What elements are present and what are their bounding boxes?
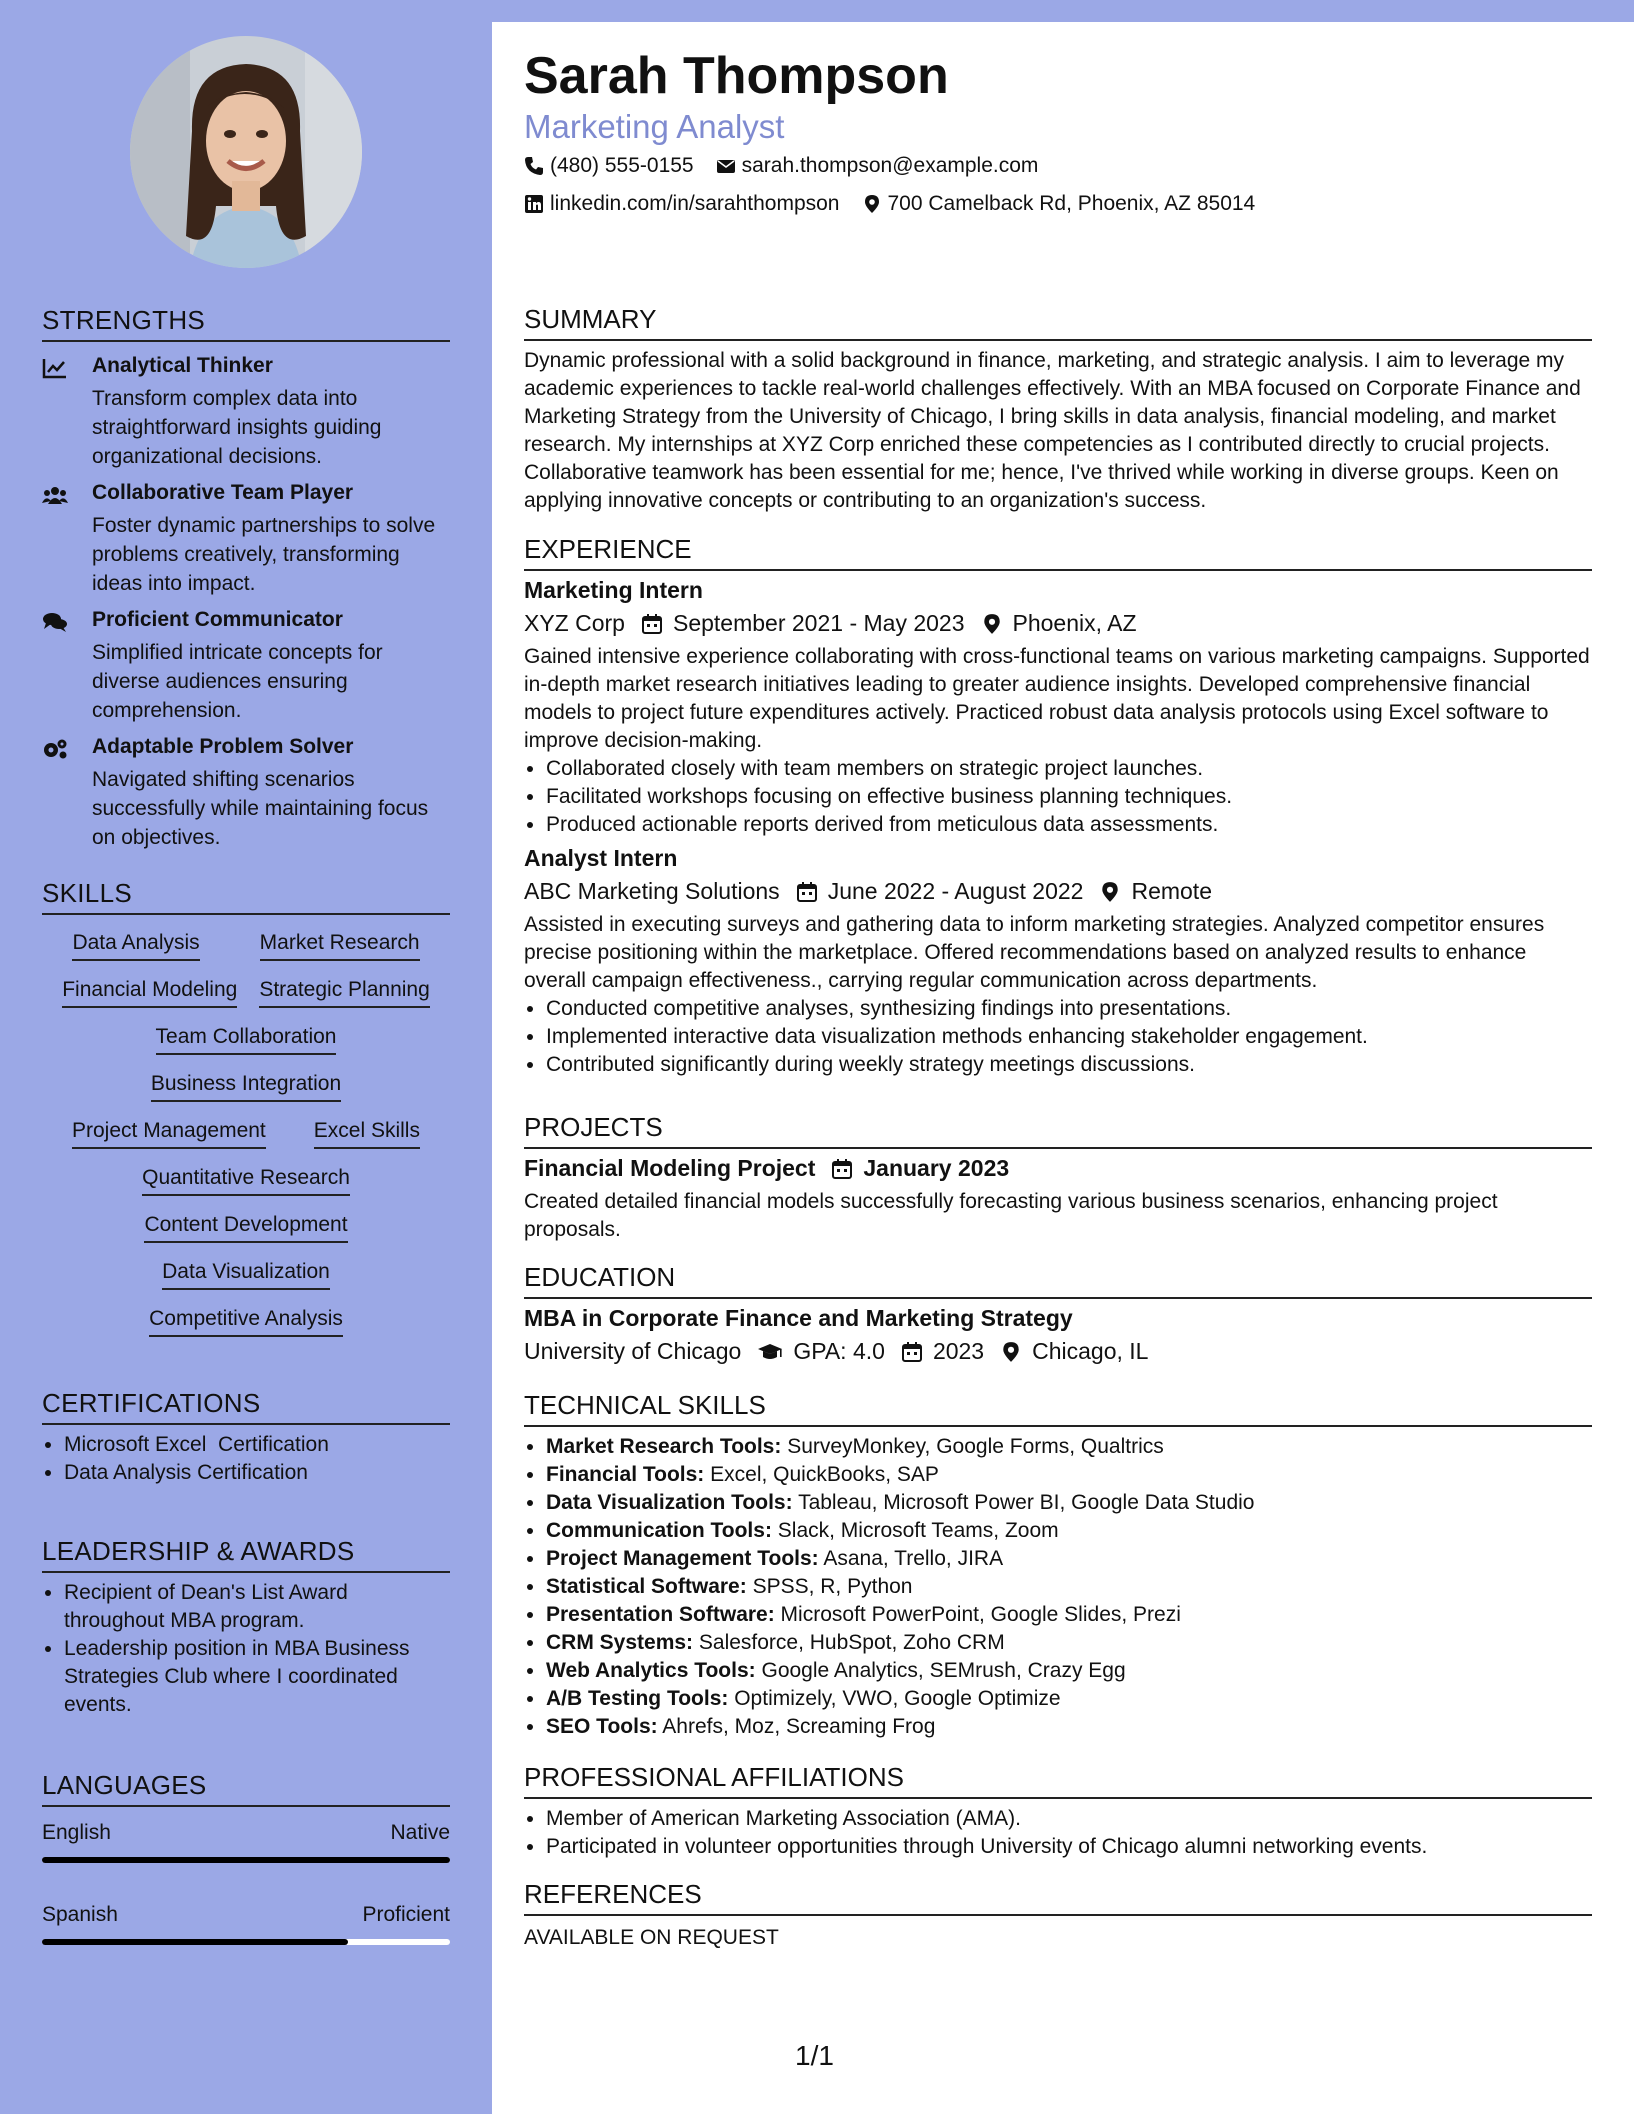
list-item	[546, 1461, 1592, 1489]
skill-label: CRM Systems:	[546, 1631, 694, 1654]
list-item	[546, 1657, 1592, 1685]
list-item	[546, 1685, 1592, 1713]
awards-heading: LEADERSHIP & AWARDS	[42, 1536, 450, 1573]
strength-title: Collaborative Team Player	[92, 481, 354, 504]
projects-heading: PROJECTS	[524, 1112, 1592, 1149]
list-item: • Implemented interactive data visualization methods enhancing stakeholder engagement.	[546, 1023, 1592, 1051]
skill-label: Communication Tools:	[546, 1519, 772, 1542]
language-bar	[42, 1939, 450, 1945]
candidate-name: Sarah Thompson	[524, 47, 949, 105]
projects-section	[524, 1112, 1592, 1244]
calendar-icon	[901, 1341, 923, 1363]
skill-value: Ahrefs, Moz, Screaming Frog	[657, 1715, 936, 1738]
skills-heading: SKILLS	[42, 878, 450, 915]
list-item	[546, 1601, 1592, 1629]
list-item: • Member of American Marketing Association (AMA).	[546, 1805, 1592, 1833]
skill-tag: Project Management	[72, 1119, 266, 1149]
skills-section	[42, 878, 450, 1354]
skill-row	[42, 1307, 450, 1337]
comments-icon	[42, 611, 68, 633]
list-item	[546, 1517, 1592, 1545]
skill-label: Project Management Tools:	[546, 1547, 819, 1570]
language-row	[42, 1903, 450, 1927]
summary-heading: SUMMARY	[524, 304, 1592, 341]
gpa: GPA: 4.0	[793, 1338, 885, 1364]
skill-value: Slack, Microsoft Teams, Zoom	[771, 1519, 1059, 1542]
skill-row	[42, 931, 450, 961]
gears-icon	[42, 738, 68, 760]
list-item	[546, 1713, 1592, 1741]
school-location: Chicago, IL	[1032, 1338, 1149, 1364]
sidebar	[0, 0, 492, 2114]
strengths-section	[42, 305, 450, 862]
degree-title: MBA in Corporate Finance and Marketing Strategy	[524, 1305, 1073, 1331]
skill-tag: Strategic Planning	[259, 978, 429, 1008]
calendar-icon	[831, 1158, 853, 1180]
language-bar-fill	[42, 1857, 450, 1863]
list-item	[546, 1489, 1592, 1517]
project-description: Created detailed financial models successfully forecasting various business scenarios, enhancing project proposals.	[524, 1190, 1498, 1241]
skill-value: Microsoft PowerPoint, Google Slides, Prezi	[774, 1603, 1181, 1626]
skill-label: SEO Tools:	[546, 1715, 658, 1738]
users-icon	[42, 484, 68, 506]
main-content	[492, 22, 1634, 2114]
linkedin-icon	[524, 194, 544, 214]
skill-tag: Data Visualization	[162, 1260, 330, 1290]
list-item: • Produced actionable reports derived from meticulous data assessments.	[546, 811, 1592, 839]
skill-value: Salesforce, HubSpot, Zoho CRM	[693, 1631, 1005, 1654]
school-name: University of Chicago	[524, 1338, 742, 1364]
skill-label: A/B Testing Tools:	[546, 1687, 729, 1710]
language-row	[42, 1821, 450, 1845]
chart-line-icon	[42, 357, 68, 379]
skill-row	[42, 1213, 450, 1243]
references-section	[524, 1879, 1592, 1952]
skill-value: Optimizely, VWO, Google Optimize	[728, 1687, 1061, 1710]
job-dates: June 2022 - August 2022	[827, 878, 1084, 904]
skill-row	[42, 1025, 450, 1055]
email-icon	[716, 156, 736, 176]
phone-text: (480) 555-0155	[550, 154, 694, 177]
references-heading: REFERENCES	[524, 1879, 1592, 1916]
certifications-section	[42, 1388, 450, 1487]
skill-value: Tableau, Microsoft Power BI, Google Data Studio	[792, 1491, 1255, 1514]
education-heading: EDUCATION	[524, 1262, 1592, 1299]
project-title: Financial Modeling Project	[524, 1155, 816, 1181]
language-bar-fill	[42, 1939, 348, 1945]
language-name: English	[42, 1821, 111, 1844]
linkedin-text[interactable]: linkedin.com/in/sarahthompson	[550, 192, 840, 215]
map-marker-icon	[1099, 881, 1121, 903]
list-item: • Recipient of Dean's List Award throughout MBA program.	[64, 1579, 450, 1635]
list-item: • Leadership position in MBA Business Strategies Club where I coordinated events.	[64, 1635, 450, 1719]
strength-desc: Simplified intricate concepts for diverse audiences ensuring comprehension.	[92, 641, 383, 722]
skill-value: Asana, Trello, JIRA	[818, 1547, 1004, 1570]
job-entry	[524, 845, 1592, 1079]
skill-row	[42, 1260, 450, 1290]
references-text: AVAILABLE ON REQUEST	[524, 1926, 779, 1949]
certifications-heading: CERTIFICATIONS	[42, 1388, 450, 1425]
job-location: Phoenix, AZ	[1012, 610, 1137, 636]
technical-skills-heading: TECHNICAL SKILLS	[524, 1390, 1592, 1427]
strength-desc: Transform complex data into straightforward insights guiding organizational decisions.	[92, 387, 382, 468]
skill-tag: Excel Skills	[314, 1119, 420, 1149]
phone-icon	[524, 156, 544, 176]
languages-heading: LANGUAGES	[42, 1770, 450, 1807]
job-title: Marketing Intern	[524, 577, 703, 603]
strength-desc: Foster dynamic partnerships to solve problems creatively, transforming ideas into impact.	[92, 514, 436, 595]
strength-desc: Navigated shifting scenarios successfully while maintaining focus on objectives.	[92, 768, 429, 849]
company-name: XYZ Corp	[524, 610, 625, 636]
skill-value: SPSS, R, Python	[746, 1575, 913, 1598]
strength-item	[42, 481, 450, 598]
skill-value: SurveyMonkey, Google Forms, Qualtrics	[781, 1435, 1164, 1458]
list-item: • Contributed significantly during weekly strategy meetings discussions.	[546, 1051, 1592, 1079]
calendar-icon	[796, 881, 818, 903]
skill-tag: Content Development	[144, 1213, 347, 1243]
page-indicator: 1/1	[795, 2040, 834, 2071]
language-level: Proficient	[362, 1903, 450, 1926]
skill-tag: Quantitative Research	[142, 1166, 350, 1196]
map-marker-icon	[981, 613, 1003, 635]
list-item: • Participated in volunteer opportunities through University of Chicago alumni networking events.	[546, 1833, 1592, 1861]
candidate-role: Marketing Analyst	[524, 108, 785, 145]
language-level: Native	[390, 1821, 450, 1844]
job-description: Assisted in executing surveys and gathering data to inform marketing strategies. Analyzed competitor ensures precise positioning within the marketplace. Offered recommendations based on analyzed results to enhance overall campaign effectiveness., carrying regular communication across departments.	[524, 913, 1545, 992]
language-name: Spanish	[42, 1903, 118, 1926]
skill-label: Financial Tools:	[546, 1463, 705, 1486]
skill-label: Statistical Software:	[546, 1575, 747, 1598]
technical-skills-section	[524, 1390, 1592, 1741]
experience-heading: EXPERIENCE	[524, 534, 1592, 571]
list-item: • Microsoft Excel Certification	[64, 1431, 450, 1459]
skill-tag: Market Research	[260, 931, 420, 961]
strength-item	[42, 354, 450, 471]
strength-item	[42, 735, 450, 852]
company-name: ABC Marketing Solutions	[524, 878, 780, 904]
skill-label: Data Visualization Tools:	[546, 1491, 793, 1514]
job-description: Gained intensive experience collaborating with cross-functional teams on various marketing campaigns. Supported in-depth market research initiatives leading to greater audience insights. Developed comprehensive financial models to project future expenditures actively. Practiced robust data analysis protocols using Excel software to improve decision-making.	[524, 645, 1590, 752]
graduation-year: 2023	[932, 1338, 985, 1364]
list-item: • Facilitated workshops focusing on effective business planning techniques.	[546, 783, 1592, 811]
strength-title: Proficient Communicator	[92, 608, 343, 631]
address-text: 700 Camelback Rd, Phoenix, AZ 85014	[887, 192, 1256, 215]
education-section	[524, 1262, 1592, 1371]
skill-label: Presentation Software:	[546, 1603, 775, 1626]
contact-row	[524, 192, 1255, 216]
strength-title: Analytical Thinker	[92, 354, 273, 377]
skill-tag: Competitive Analysis	[149, 1307, 343, 1337]
graduation-cap-icon	[757, 1341, 783, 1363]
affiliations-heading: PROFESSIONAL AFFILIATIONS	[524, 1762, 1592, 1799]
skill-value: Google Analytics, SEMrush, Crazy Egg	[755, 1659, 1126, 1682]
map-marker-icon	[862, 194, 882, 214]
skill-tag: Data Analysis	[72, 931, 199, 961]
skill-row	[42, 978, 450, 1008]
contact-row	[524, 154, 1038, 178]
skill-tag: Financial Modeling	[62, 978, 237, 1008]
list-item	[546, 1573, 1592, 1601]
job-dates: September 2021 - May 2023	[672, 610, 965, 636]
map-marker-icon	[1000, 1341, 1022, 1363]
language-bar	[42, 1857, 450, 1863]
list-item: • Data Analysis Certification	[64, 1459, 450, 1487]
summary-section	[524, 304, 1592, 515]
experience-section	[524, 534, 1592, 1079]
skill-label: Web Analytics Tools:	[546, 1659, 756, 1682]
strengths-heading: STRENGTHS	[42, 305, 450, 342]
list-item	[546, 1545, 1592, 1573]
project-date: January 2023	[863, 1155, 1010, 1181]
list-item	[546, 1433, 1592, 1461]
list-item: • Collaborated closely with team members on strategic project launches.	[546, 755, 1592, 783]
list-item	[546, 1629, 1592, 1657]
job-title: Analyst Intern	[524, 845, 678, 871]
languages-section	[42, 1770, 450, 1945]
calendar-icon	[641, 613, 663, 635]
skill-label: Market Research Tools:	[546, 1435, 782, 1458]
profile-photo	[130, 36, 362, 268]
skill-row	[42, 1119, 450, 1149]
awards-section	[42, 1536, 450, 1719]
skill-row	[42, 1166, 450, 1196]
strength-title: Adaptable Problem Solver	[92, 735, 354, 758]
skill-value: Excel, QuickBooks, SAP	[704, 1463, 939, 1486]
email-text[interactable]: sarah.thompson@example.com	[741, 154, 1039, 177]
strength-item	[42, 608, 450, 725]
skill-tag: Team Collaboration	[156, 1025, 337, 1055]
skill-tag: Business Integration	[151, 1072, 341, 1102]
job-entry	[524, 577, 1592, 839]
summary-text: Dynamic professional with a solid background in finance, marketing, and strategic analysis. I aim to leverage my academic experiences to tackle real-world challenges effectively. With an MBA focused on Corporate Finance and Marketing Strategy from the University of Chicago, I bring skills in data analysis, financial modeling, and market research. My internships at XYZ Corp enriched these competencies as I contributed directly to crucial projects. Collaborative teamwork has been essential for me; hence, I've thrived while working in diverse groups. Keen on applying innovative concepts or contributing to an organization's success.	[524, 349, 1581, 512]
job-location: Remote	[1131, 878, 1212, 904]
skill-row	[42, 1072, 450, 1102]
affiliations-section	[524, 1762, 1592, 1861]
list-item: • Conducted competitive analyses, synthesizing findings into presentations.	[546, 995, 1592, 1023]
